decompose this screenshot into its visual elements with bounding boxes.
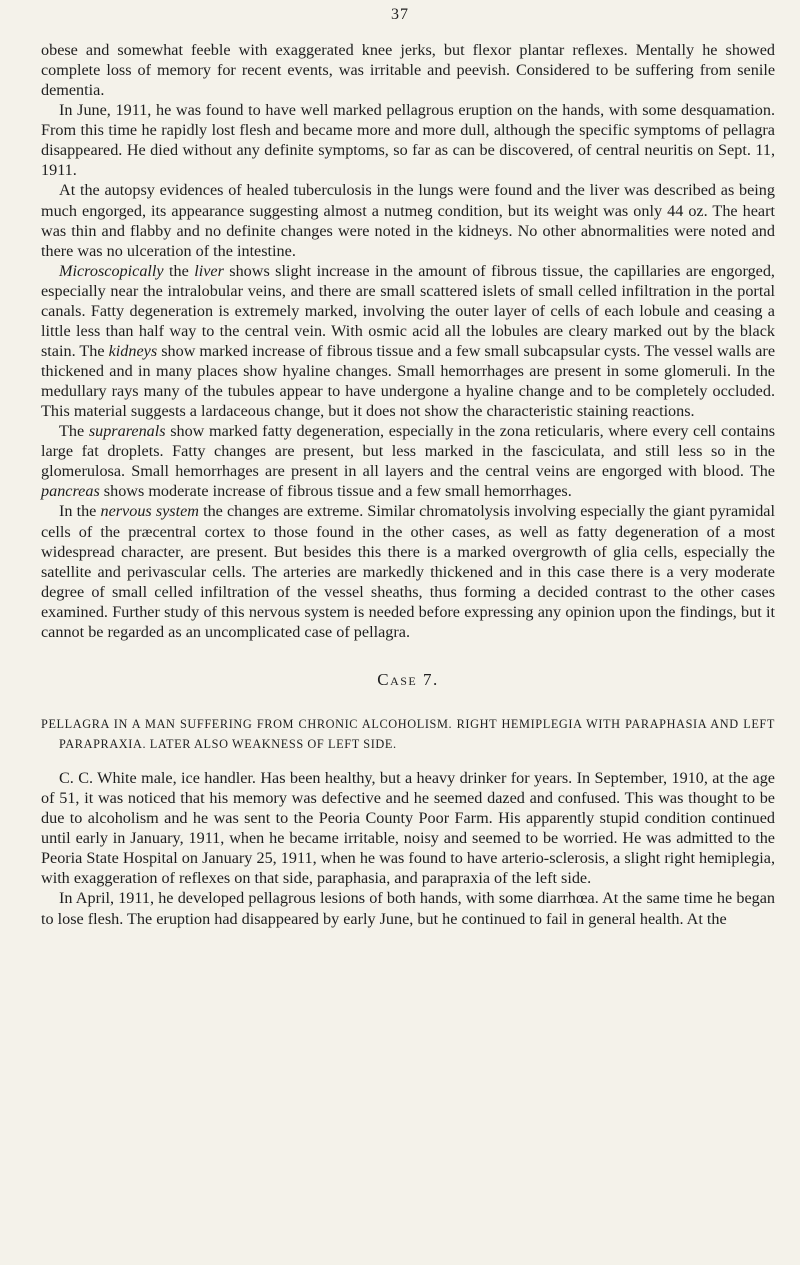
case-body bbox=[41, 768, 775, 929]
text-segment: The bbox=[59, 422, 89, 441]
case-subtitle: PELLAGRA IN A MAN SUFFERING FROM CHRONIC ALCOHOLISM. RIGHT HEMIPLEGIA WITH PARAPHASIA AND LEFT PARAPRAXIA. LATER ALSO WEAKNESS OF LEFT SIDE. bbox=[41, 716, 775, 751]
text-segment: show marked fatty degeneration, especially in the zona reticularis, where every cell contains large fat droplets. Fatty changes are present, but less marked in the fasciculata, and still less so in the glomerulosa. Small hemorrhages are present in all layers and the central veins are engorged with blood. The bbox=[41, 422, 776, 481]
paragraph-2: In June, 1911, he was found to have well marked pellagrous eruption on the hands, with some desquamation. From this time he rapidly lost flesh and became more and more dull, although the specific symptoms of pellagra disappeared. He died without any definite symptoms, so far as can be discovered, of central neuritis on Sept. 11, 1911. bbox=[41, 101, 775, 180]
italic-liver: liver bbox=[194, 261, 224, 280]
body-text bbox=[41, 40, 775, 929]
italic-kidneys: kidneys bbox=[108, 341, 158, 360]
paragraph-nervous-system bbox=[41, 501, 775, 641]
text-segment: shows slight increase in the amount of fibrous tissue, the capillaries are engorged, especially near the intralobular veins, and there are small scattered islets of small celled infiltration in the portal canals. Fatty degeneration is extremely marked, involving the outer layer of cells of each lobule and ceasing a little less than half way to the central vein. With osmic acid all the lobules are cleary marked out by the black stain. The bbox=[41, 261, 775, 360]
text-segment: In the bbox=[59, 502, 101, 521]
case-paragraph-2: In April, 1911, he developed pellagrous lesions of both hands, with some diarrhœa. At the same time he began to lose flesh. The eruption had disappeared by early June, but he continued to fail in general health. At the bbox=[41, 889, 775, 928]
text-segment: the changes are extreme. Similar chromatolysis involving especially the giant pyramidal cells of the præcentral cortex to those found in the other cases, as well as fatty degeneration of a most widespread character, are present. But besides this there is a marked overgrowth of glia cells, especially the satellite and perivascular cells. The arteries are markedly thickened and in this case there is a very moderate degree of small celled infiltration of the vessel sheaths, thus forming a decided contrast to the other cases examined. Further study of this nervous system is needed before expressing any opinion upon the findings, but it cannot be regarded as an uncomplicated case of pellagra. bbox=[41, 502, 775, 641]
paragraph-1: obese and somewhat feeble with exaggerated knee jerks, but flexor plantar reflexes. Mentally he showed complete loss of memory for recent events, was irritable and peevish. Considered to be suffering from senile dementia. bbox=[41, 41, 775, 100]
italic-microscopically: Microscopically bbox=[59, 261, 164, 280]
case-heading: Case 7. bbox=[377, 669, 439, 689]
italic-pancreas: pancreas bbox=[41, 482, 100, 501]
paragraph-3: At the autopsy evidences of healed tuberculosis in the lungs were found and the liver was described as being much engorged, its appearance suggesting almost a nutmeg condition, but its weight was only 44 oz. The heart was thin and flabby and no definite changes were noted in the kidneys. No other abnormalities were noted and there was no ulceration of the intestine. bbox=[41, 181, 775, 260]
text-segment: show marked increase of fibrous tissue and a few small subcapsular cysts. The vessel walls are thickened and in many places show hyaline changes. Small hemorrhages are present in some glomeruli. In the medullary rays many of the tubules appear to have undergone a hyaline change and to be completely occluded. This material suggests a lardaceous change, but it does not show the characteristic staining reactions. bbox=[41, 341, 776, 421]
italic-nervous-system: nervous system bbox=[100, 502, 199, 521]
page-number: 37 bbox=[391, 6, 409, 23]
case-paragraph-1: C. C. White male, ice handler. Has been healthy, but a heavy drinker for years. In September, 1910, at the age of 51, it was noticed that his memory was defective and he seemed dazed and confused. This was thought to be due to alcoholism and he was sent to the Peoria County Poor Farm. His apparently stupid condition continued until early in January, 1911, when he became irritable, noisy and seemed to be worried. He was admitted to the Peoria State Hospital on January 25, 1911, when he was found to have arterio-sclerosis, a slight right hemiplegia, with exaggeration of reflexes on that side, paraphasia, and parapraxia of the left side. bbox=[41, 769, 775, 888]
paragraph-microscopy bbox=[41, 261, 775, 422]
text-segment: shows moderate increase of fibrous tissue and a few small hemorrhages. bbox=[99, 482, 572, 501]
italic-suprarenals: suprarenals bbox=[88, 422, 166, 441]
text-segment: the bbox=[163, 261, 195, 280]
paragraph-suprarenals bbox=[41, 421, 775, 501]
